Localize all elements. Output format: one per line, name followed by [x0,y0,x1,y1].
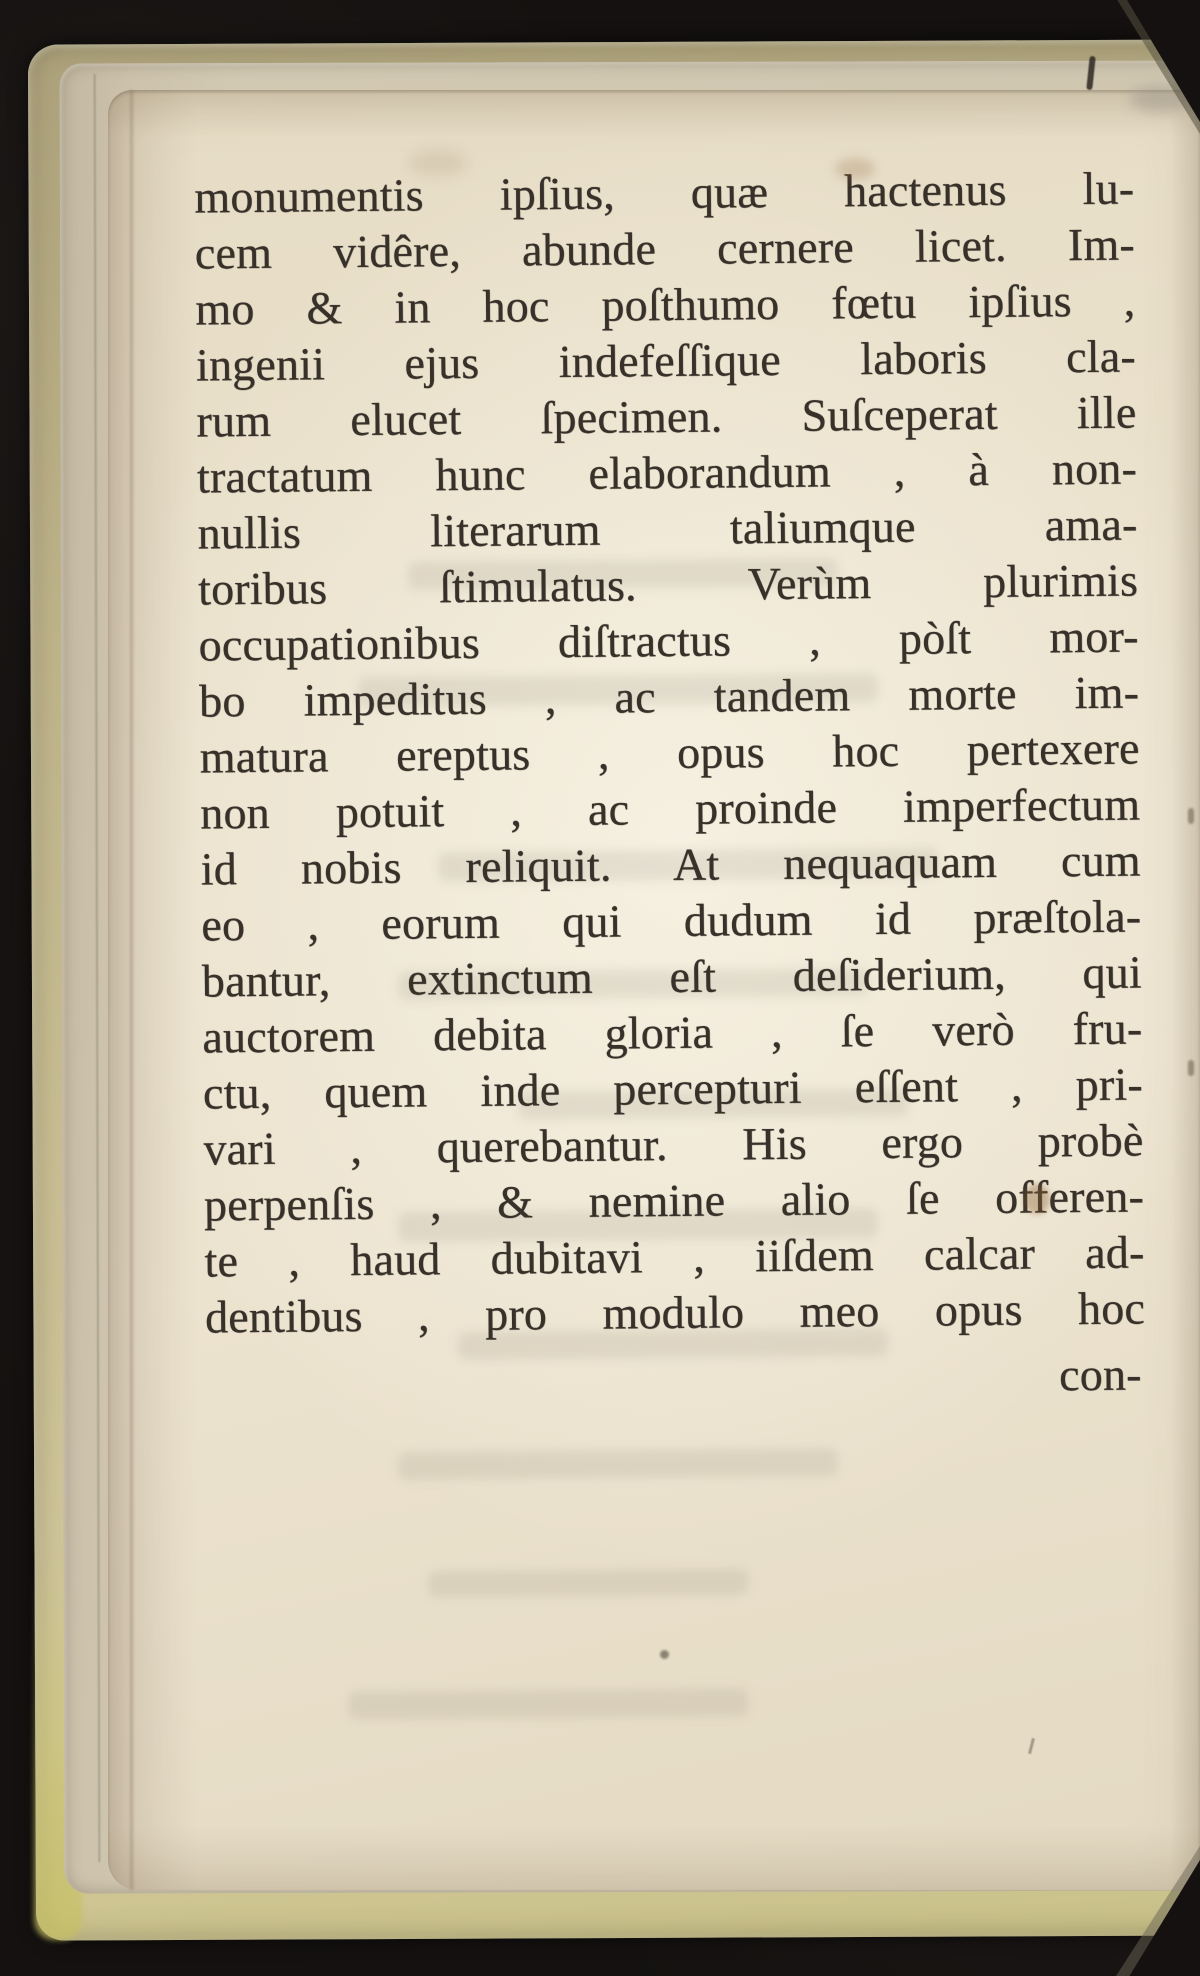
page-edge-nick [1188,808,1194,824]
text-line: te , haud dubitavi , iiſdem calcar ad- [204,1226,1145,1287]
text-line: monumentis ipſius, quæ hactenus lu- [194,162,1135,223]
text-line: mo & in hoc poſthumo fœtu ipſius , [195,274,1136,335]
showthrough-ghost [428,1569,748,1598]
text-line: auctorem debita gloria , ſe verò fru- [202,1002,1143,1063]
gutter-crease [130,90,133,1890]
text-line: matura ereptus , opus hoc pertexere [199,722,1140,783]
book-page [108,90,1200,1890]
text-line: bo impeditus , ac tandem morte im- [198,666,1140,727]
catchword-line [205,1346,1145,1411]
stain [1024,1184,1050,1214]
text-line: bantur, extinctum eſt deſiderium, qui [201,946,1143,1007]
stain [408,150,468,176]
text-line: perpenſis , & nemine alio ſe offeren- [203,1170,1145,1231]
page-edge-nick [1188,1060,1194,1076]
text-line: toribus ſtimulatus. Verùm plurimis [197,554,1139,615]
stain [660,1650,669,1659]
text-line: occupationibus diſtractus , pòſt mor- [198,610,1139,671]
text-line: ingenii ejus indefeſſique laboris cla- [195,330,1137,391]
stain [835,158,875,180]
pen-mark [1028,1738,1035,1754]
text-line: dentibus , pro modulo meo opus hoc [204,1282,1146,1343]
showthrough-ghost [348,1688,748,1719]
text-line: id nobis reliquit. At nequaquam cum [200,834,1141,895]
showthrough-ghost [398,1448,838,1480]
text-line: non potuit , ac proinde imperfectum [199,778,1141,839]
text-line: nullis literarum taliumque ama- [197,498,1138,559]
text-line: eo , eorum qui dudum id præſtola- [201,890,1142,951]
text-line: tractatum hunc elaborandum , à non- [196,442,1138,503]
text-line: ctu, quem inde percepturi eſſent , pri- [202,1058,1144,1119]
text-line: vari , querebantur. His ergo probè [203,1114,1144,1175]
text-line: cem vidêre, abunde cernere licet. Im- [194,218,1136,279]
catchword: con- [1058,1348,1142,1401]
text-line: rum elucet ſpecimen. Suſceperat ille [196,386,1137,447]
text-block [194,161,1146,1412]
